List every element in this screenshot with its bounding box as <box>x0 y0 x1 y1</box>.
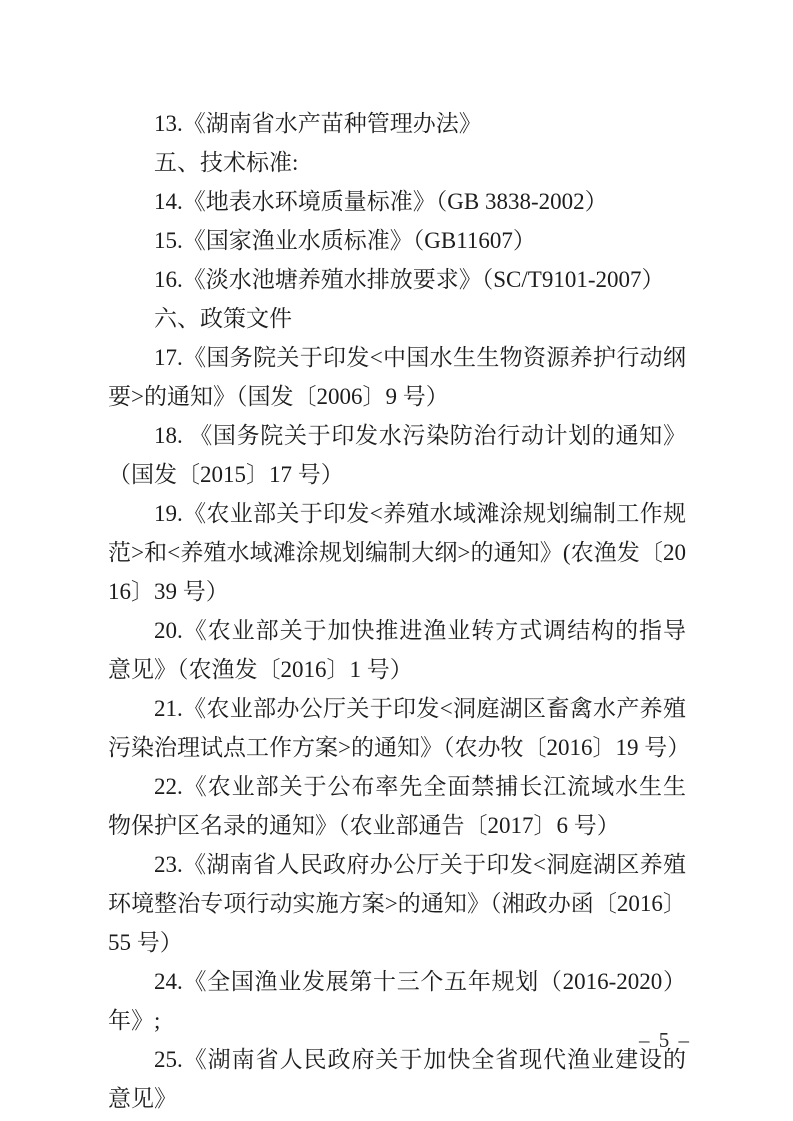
list-item-22: 22.《农业部关于公布率先全面禁捕长江流域水生生物保护区名录的通知》（农业部通告〔2017〕6 号） <box>108 774 686 838</box>
list-item-13: 13.《湖南省水产苗种管理办法》 <box>154 111 482 136</box>
list-item-23: 23.《湖南省人民政府办公厅关于印发<洞庭湖区养殖环境整治专项行动实施方案>的通知》（湘政办函〔2016〕55 号） <box>108 852 686 955</box>
list-item-25: 25.《湖南省人民政府关于加快全省现代渔业建设的意见》 <box>108 1047 686 1111</box>
list-item-19: 19.《农业部关于印发<养殖水域滩涂规划编制工作规范>和<养殖水域滩涂规划编制大纲>的通知》(农渔发〔2016〕39 号） <box>108 501 686 604</box>
list-item-14: 14.《地表水环境质量标准》（GB 3838-2002） <box>154 189 608 214</box>
page-number: – 5 – <box>639 1028 691 1052</box>
list-item-24: 24.《全国渔业发展第十三个五年规划（2016-2020）年》; <box>108 969 686 1033</box>
document-text-block <box>108 104 691 1118</box>
list-item-15: 15.《国家渔业水质标准》（GB11607） <box>154 228 536 253</box>
list-item-21: 21.《农业部办公厅关于印发<洞庭湖区畜禽水产养殖污染治理试点工作方案>的通知》（农办牧〔2016〕19 号） <box>108 696 691 760</box>
list-item-18: 18. 《国务院关于印发水污染防治行动计划的通知》（国发〔2015〕17 号） <box>108 423 686 487</box>
list-item-20: 20.《农业部关于加快推进渔业转方式调结构的指导意见》（农渔发〔2016〕1 号） <box>108 618 686 682</box>
list-item-17: 17.《国务院关于印发<中国水生生物资源养护行动纲要>的通知》（国发〔2006〕9 号） <box>108 345 686 409</box>
section-heading-policy-documents: 六、政策文件 <box>154 306 292 331</box>
list-item-16: 16.《淡水池塘养殖水排放要求》（SC/T9101-2007） <box>154 267 665 292</box>
section-heading-technical-standards: 五、技术标准: <box>154 150 299 175</box>
